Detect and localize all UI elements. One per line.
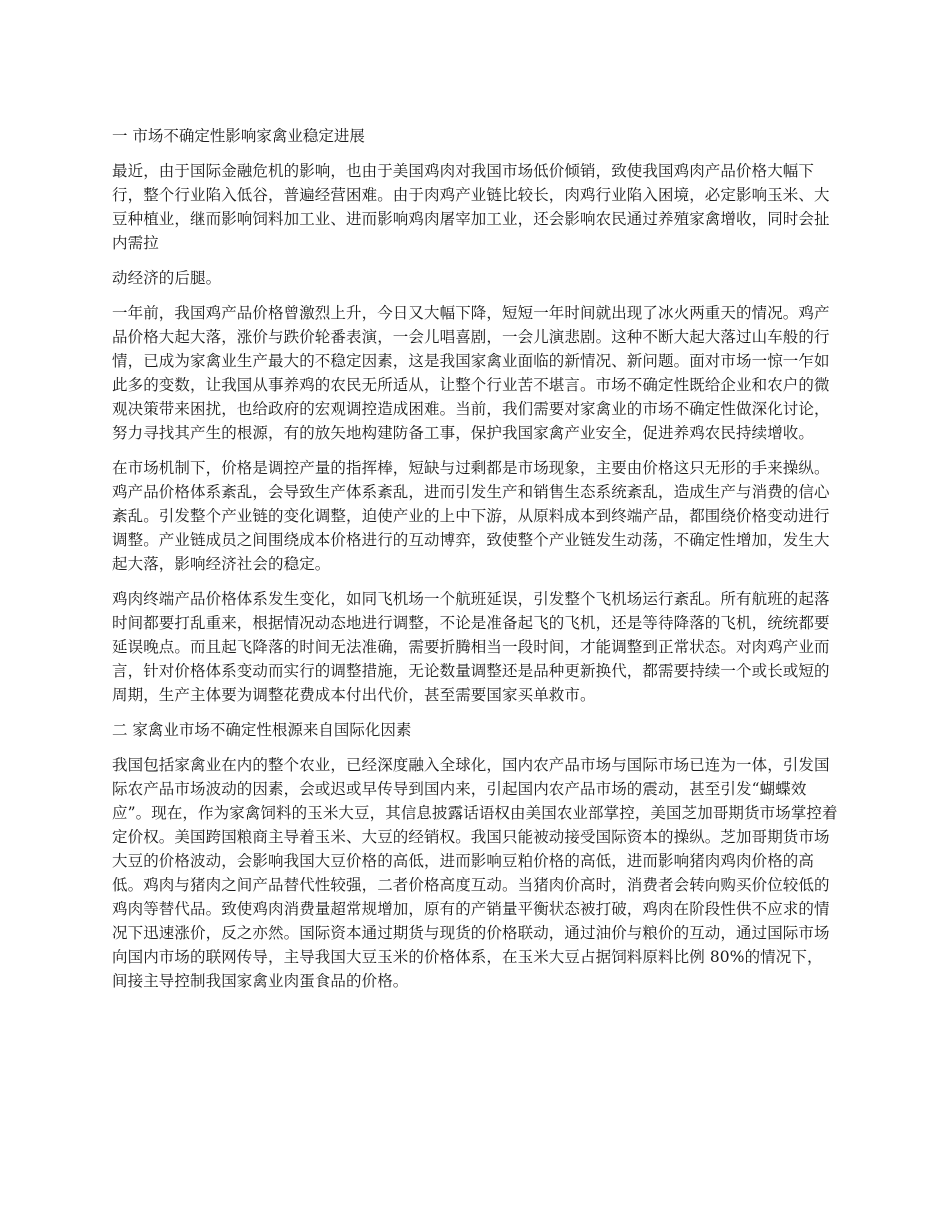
paragraph: 鸡肉终端产品价格体系发生变化，如同飞机场一个航班延误，引发整个飞机场运行紊乱。所有航班的起落时间都要打乱重来，根据情况动态地进行调整，不论是准备起飞的飞机，还是等待降落的飞机，统统都要延误晚点。而且起飞降落的时间无法准确，需要折腾相当一段时间，才能调整到正常状态。对肉鸡产业而言，针对价格体系变动而实行的调整措施，无论数量调整还是品种更新换代，都需要持续一个或长或短的周期，生产主体要为调整花费成本付出代价，甚至需要国家买单救市。 — [112, 590, 830, 704]
paragraph: 我国包括家禽业在内的整个农业，已经深度融入全球化，国内农产品市场与国际市场已连为一体，引发国际农产品市场波动的因素，会或迟或早传导到国内来，引起国内农产品市场的震动，甚至引发“蝴蝶效应”。现在，作为家禽饲料的玉米大豆，其信息披露话语权由美国农业部掌控，美国芝加哥期货市场掌控着定价权。美国跨国粮商主导着玉米、大豆的经销权。我国只能被动接受国际资本的操纵。芝加哥期货市场大豆的价格波动，会影响我国大豆价格的高低，进而影响豆粕价格的高低，进而影响猪肉鸡肉价格的高低。鸡肉与猪肉之间产品替代性较强，二者价格高度互动。当猪肉价高时，消费者会转向购买价位较低的鸡肉等替代品。致使鸡肉消费量超常规增加，原有的产销量平衡状态被打破，鸡肉在阶段性供不应求的情况下迅速涨价，反之亦然。国际资本通过期货与现货的价格联动，通过油价与粮价的互动，通过国际市场向国内市场的联网传导，主导我国大豆玉米的价格体系，在玉米大豆占据饲料原料比例 80%的情况下，间接主导控制我国家禽业肉蛋食品的价格。 — [112, 756, 838, 990]
paragraph: 在市场机制下，价格是调控产量的指挥棒，短缺与过剩都是市场现象，主要由价格这只无形的手来操纵。鸡产品价格体系紊乱，会导致生产体系紊乱，进而引发生产和销售生态系统紊乱，造成生产与消费的信心紊乱。引发整个产业链的变化调整，迫使产业的上中下游，从原料成本到终端产品，都围绕价格变动进行调整。产业链成员之间围绕成本价格进行的互动博弈，致使整个产业链发生动荡，不确定性增加，发生大起大落，影响经济社会的稳定。 — [112, 459, 830, 573]
paragraph: 动经济的后腿。 — [112, 269, 222, 287]
section-heading-1: 一 市场不确定性影响家禽业稳定进展 — [112, 127, 365, 145]
section-heading-2: 二 家禽业市场不确定性根源来自国际化因素 — [112, 721, 412, 739]
paragraph: 一年前，我国鸡产品价格曾激烈上升，今日又大幅下降，短短一年时间就出现了冰火两重天的情况。鸡产品价格大起大落，涨价与跌价轮番表演，一会儿唱喜剧，一会儿演悲剧。这种不断大起大落过山车般的行情，已成为家禽业生产最大的不稳定因素，这是我国家禽业面临的新情况、新问题。面对市场一惊一乍如此多的变数，让我国从事养鸡的农民无所适从，让整个行业苦不堪言。市场不确定性既给企业和农户的微观决策带来困扰，也给政府的宏观调控造成困难。当前，我们需要对家禽业的市场不确定性做深化讨论，努力寻找其产生的根源，有的放矢地构建防备工事，保护我国家禽产业安全，促进养鸡农民持续增收。 — [112, 304, 830, 442]
paragraph: 最近，由于国际金融危机的影响，也由于美国鸡肉对我国市场低价倾销，致使我国鸡肉产品价格大幅下行，整个行业陷入低谷，普遍经营困难。由于肉鸡产业链比较长，肉鸡行业陷入困境，必定影响玉米、大豆种植业，继而影响饲料加工业、进而影响鸡肉屠宰加工业，还会影响农民通过养殖家禽增收，同时会扯内需拉 — [112, 162, 830, 252]
